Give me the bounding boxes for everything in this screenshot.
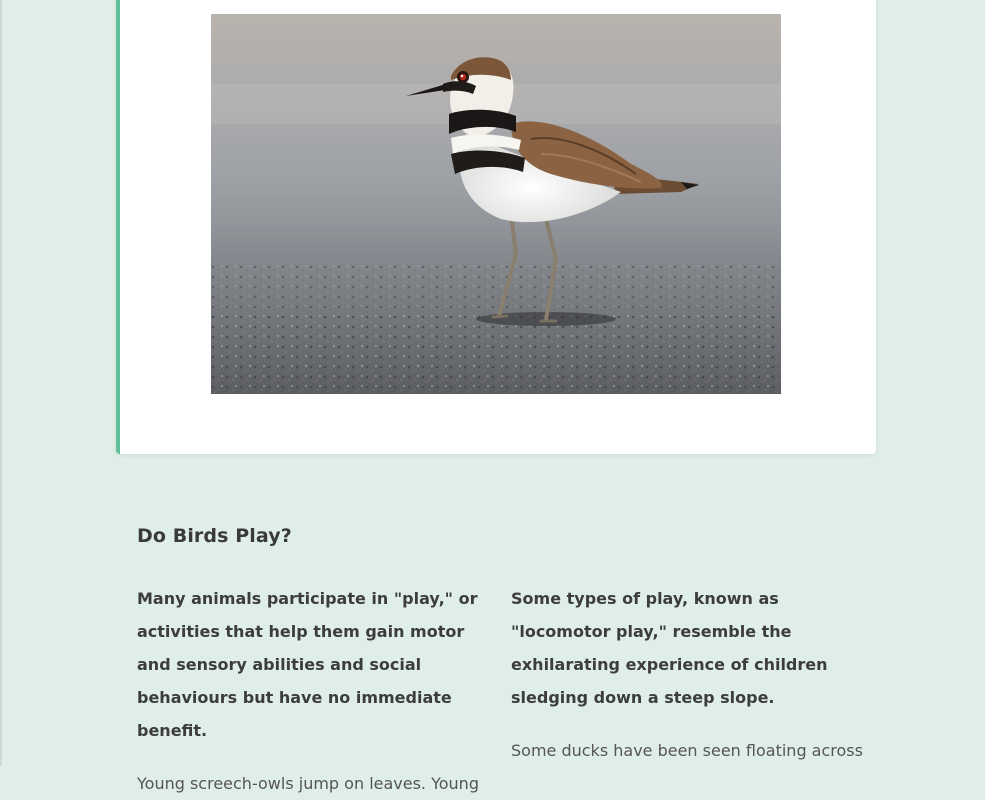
killdeer-photo <box>211 14 781 394</box>
left-body-paragraph: Young screech-owls jump on leaves. Young <box>137 774 479 793</box>
right-body-paragraph: Some ducks have been seen floating across <box>511 741 863 760</box>
page-edge-divider <box>0 0 2 766</box>
left-column <box>137 582 487 800</box>
left-lead-paragraph: Many animals participate in "play," or activities that help them gain motor and sensory abilities and social behaviours but have no immediate benefit. <box>137 589 478 740</box>
right-column <box>511 582 861 767</box>
right-lead-paragraph: Some types of play, known as "locomotor play," resemble the exhilarating experience of children sledging down a steep slope. <box>511 589 828 707</box>
image-card <box>116 0 876 454</box>
bird-illustration <box>211 14 781 394</box>
section-heading: Do Birds Play? <box>137 525 292 547</box>
do-birds-play-section <box>137 525 867 793</box>
